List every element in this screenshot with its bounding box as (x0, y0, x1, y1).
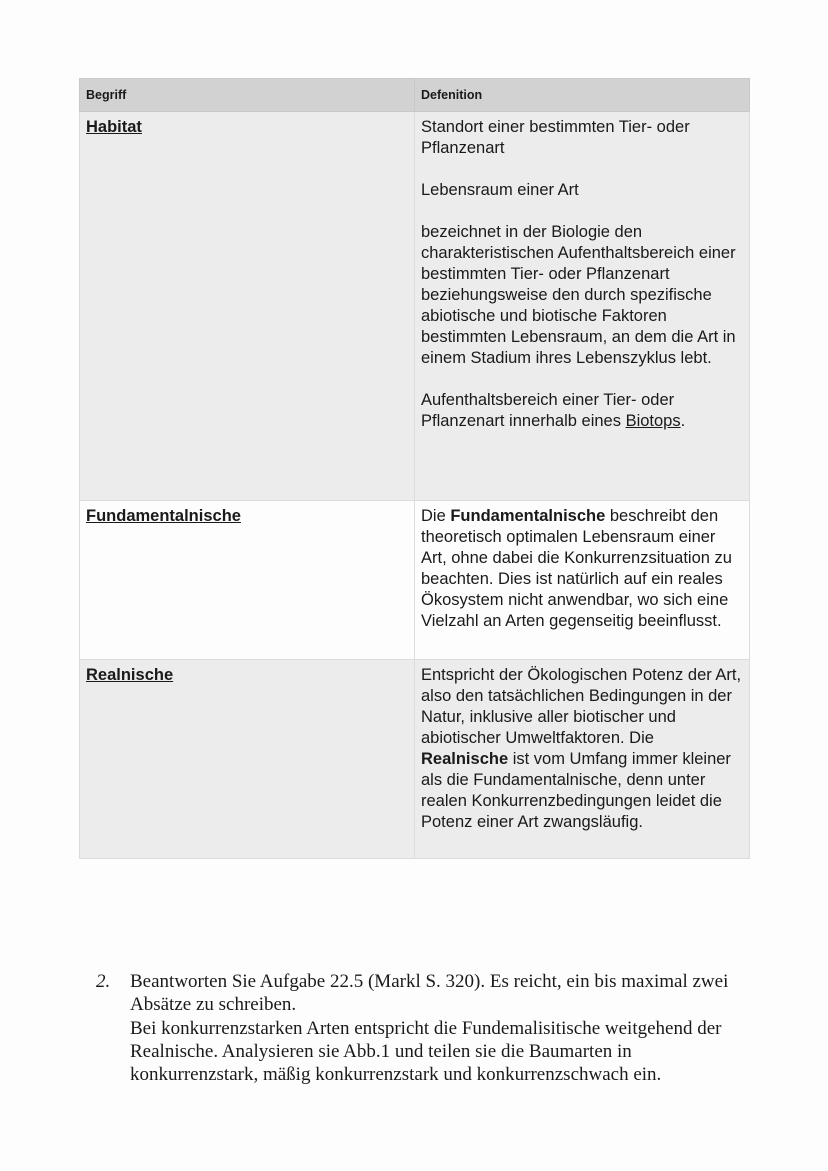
question-text: Bei konkurrenzstarken Arten entspricht die Fundemalisitische weitgehend der Realnische. Analysieren sie Abb.1 und teilen sie die Baumarten in konkurrenzstark, mäßig konkurrenzstark und konkurrenzschwach ein. (130, 1017, 722, 1086)
definition-text: Aufenthaltsbereich einer Tier- oder Pflanzenart innerhalb eines (421, 391, 675, 430)
definition-text: Entspricht der Ökologischen Potenz der Art, also den tatsächlichen Bedingungen in der Natur, inklusive aller biotischer und abiotischer Umweltfaktoren. Die (421, 666, 742, 747)
definition-paragraph (421, 390, 743, 432)
definition-paragraph: Standort einer bestimmten Tier- oder Pflanzenart (421, 118, 690, 157)
question-item (96, 970, 756, 1086)
definition-paragraph (421, 665, 743, 833)
definition-cell (415, 112, 750, 501)
definition-paragraph: bezeichnet in der Biologie den charakteristischen Aufenthaltsbereich einer bestimmten Tier- oder Pflanzenart beziehungsweise den durch spezifische abiotische und biotische Faktoren bestimmten Lebensraum, an dem die Art in einem Stadium ihres Lebenszyklus lebt. (421, 223, 736, 367)
definition-bold-term: Fundamentalnische (450, 507, 606, 525)
definition-text: Die (421, 507, 451, 525)
term-habitat: Habitat (86, 118, 142, 136)
header-defenition: Defenition (415, 79, 750, 112)
table-row (80, 660, 750, 859)
term-cell (80, 112, 415, 501)
definition-text: . (680, 412, 686, 430)
definitions-table (79, 78, 750, 859)
definition-text: ist vom Umfang immer kleiner als die Fundamentalnische, denn unter realen Konkurrenzbedingungen leidet die Potenz einer Art zwangsläufig. (421, 750, 731, 831)
table-row (80, 501, 750, 660)
term-fundamentalnische: Fundamentalnische (86, 507, 241, 525)
term-realnische: Realnische (86, 666, 174, 684)
definition-cell (415, 501, 750, 660)
term-cell (80, 660, 415, 859)
question-number: 2. (96, 971, 111, 992)
definition-text: beschreibt den theoretisch optimalen Lebensraum einer Art, ohne dabei die Konkurrenzsituation zu beachten. Dies ist natürlich auf ein reales Ökosystem nicht anwendbar, wo sich eine Vielzahl an Arten gegenseitig beeinflusst. (421, 507, 732, 630)
question-body (130, 970, 756, 1086)
header-begriff: Begriff (80, 79, 415, 112)
definition-bold-term: Realnische (421, 750, 509, 768)
term-cell (80, 501, 415, 660)
question-task: Beantworten Sie Aufgabe 22.5 (Markl S. 320). Es reicht, ein bis maximal zwei Absätze zu schreiben. (130, 971, 729, 1016)
table-header-row (80, 79, 750, 112)
definition-cell (415, 660, 750, 859)
table-row (80, 112, 750, 501)
biotops-link[interactable]: Biotops (625, 412, 681, 430)
definition-paragraph: Lebensraum einer Art (421, 181, 579, 199)
definition-paragraph (421, 506, 743, 632)
